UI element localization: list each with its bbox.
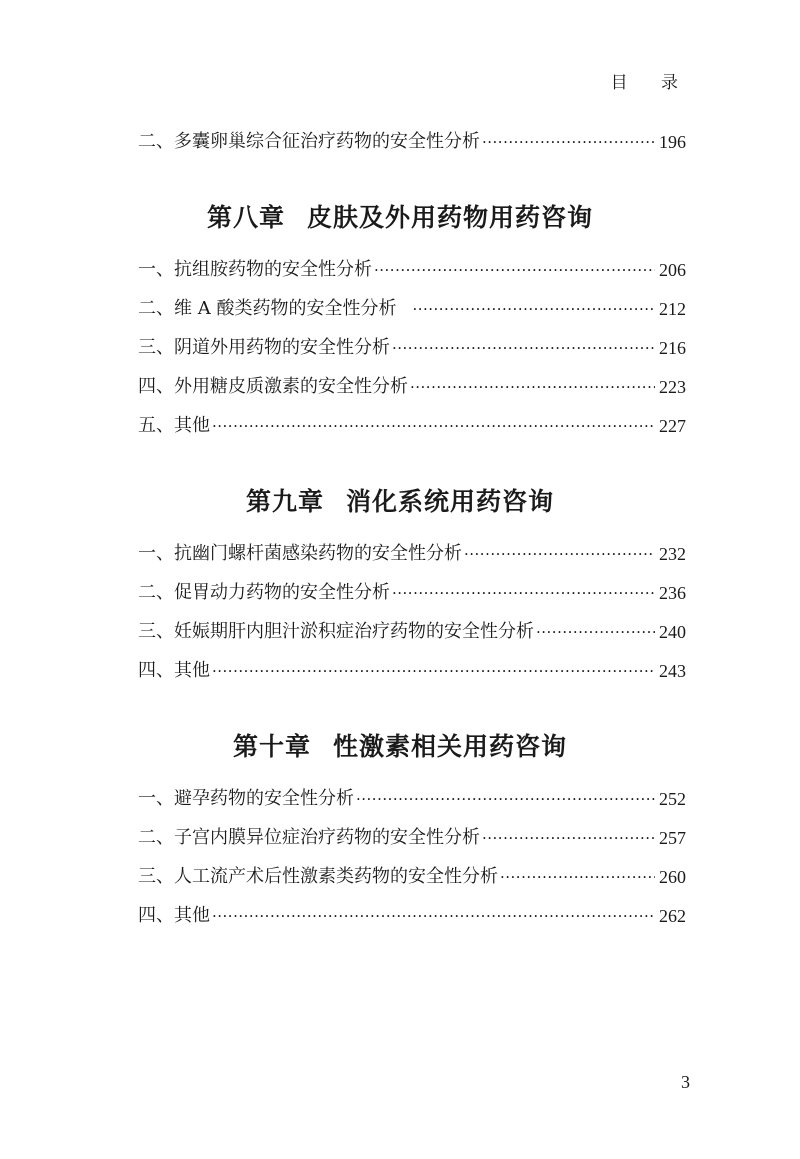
chapter-number: 第十章	[232, 732, 311, 761]
dot-leader	[374, 256, 655, 284]
toc-entry-label: 一、抗幽门螺杆菌感染药物的安全性分析	[138, 543, 462, 564]
toc-entry[interactable]	[138, 540, 686, 568]
dot-leader	[392, 334, 655, 362]
dot-leader	[392, 579, 655, 607]
dot-leader	[464, 540, 655, 568]
dot-leader	[536, 618, 655, 646]
toc-entry[interactable]	[138, 412, 686, 440]
toc-entry-page: 232	[659, 544, 686, 564]
chapter-number: 第八章	[206, 203, 285, 232]
toc-entry-label: 二、维 A 酸类药物的安全性分析	[138, 298, 397, 319]
toc-entry[interactable]	[138, 902, 686, 930]
toc-entry-page: 223	[659, 377, 686, 397]
toc-entry[interactable]	[138, 863, 686, 891]
toc-entry-label: 一、避孕药物的安全性分析	[138, 788, 354, 809]
toc-entry-label: 四、其他	[138, 905, 210, 926]
dot-leader	[356, 785, 655, 813]
toc-entry-label: 三、妊娠期肝内胆汁淤积症治疗药物的安全性分析	[138, 621, 534, 642]
toc-entry-label: 二、多囊卵巢综合征治疗药物的安全性分析	[138, 131, 480, 152]
toc-entry[interactable]	[138, 785, 686, 813]
toc-entry[interactable]	[138, 824, 686, 852]
toc-entry-label: 四、其他	[138, 660, 210, 681]
toc-entry-label: 三、人工流产术后性激素类药物的安全性分析	[138, 866, 498, 887]
dot-leader	[410, 373, 655, 401]
toc-entry-page: 212	[659, 299, 686, 319]
toc-entry-page: 206	[659, 260, 686, 280]
page-number: 3	[681, 1072, 690, 1092]
chapter-number: 第九章	[245, 487, 324, 516]
toc-entry[interactable]	[138, 618, 686, 646]
dot-leader	[212, 902, 655, 930]
toc-entry-page: 262	[659, 906, 686, 926]
toc-entry-page: 236	[659, 583, 686, 603]
toc-entry[interactable]	[138, 128, 686, 156]
toc-entry-page: 216	[659, 338, 686, 358]
toc-entry[interactable]	[138, 256, 686, 284]
toc-entry-label: 五、其他	[138, 415, 210, 436]
toc-entry[interactable]	[138, 373, 686, 401]
toc-entry-label: 一、抗组胺药物的安全性分析	[138, 259, 372, 280]
toc-entry[interactable]	[138, 657, 686, 685]
toc-entry-label: 三、阴道外用药物的安全性分析	[138, 337, 390, 358]
dot-leader	[482, 824, 655, 852]
toc-entry-page: 252	[659, 789, 686, 809]
toc-entry-page: 240	[659, 622, 686, 642]
running-header: 目 录	[610, 73, 692, 93]
dot-leader	[482, 128, 655, 156]
toc-entry-page: 227	[659, 416, 686, 436]
chapter-title: 性激素相关用药咨询	[333, 732, 568, 761]
toc-entry[interactable]	[138, 579, 686, 607]
chapter-heading	[0, 727, 800, 763]
toc-entry[interactable]	[138, 334, 686, 362]
dot-leader	[212, 657, 655, 685]
chapter-title: 皮肤及外用药物用药咨询	[307, 203, 594, 232]
toc-entry-page: 260	[659, 867, 686, 887]
chapter-title: 消化系统用药咨询	[346, 487, 555, 516]
toc-entry-page: 196	[659, 132, 686, 152]
toc-entry-label: 四、外用糖皮质激素的安全性分析	[138, 376, 408, 397]
toc-entry-page: 257	[659, 828, 686, 848]
dot-leader	[412, 295, 655, 323]
dot-leader	[212, 412, 655, 440]
toc-entry-label: 二、子宫内膜异位症治疗药物的安全性分析	[138, 827, 480, 848]
toc-entry[interactable]	[138, 295, 686, 323]
chapter-heading	[0, 482, 800, 518]
dot-leader	[500, 863, 655, 891]
toc-entry-label: 二、促胃动力药物的安全性分析	[138, 582, 390, 603]
toc-entry-page: 243	[659, 661, 686, 681]
chapter-heading	[0, 198, 800, 234]
